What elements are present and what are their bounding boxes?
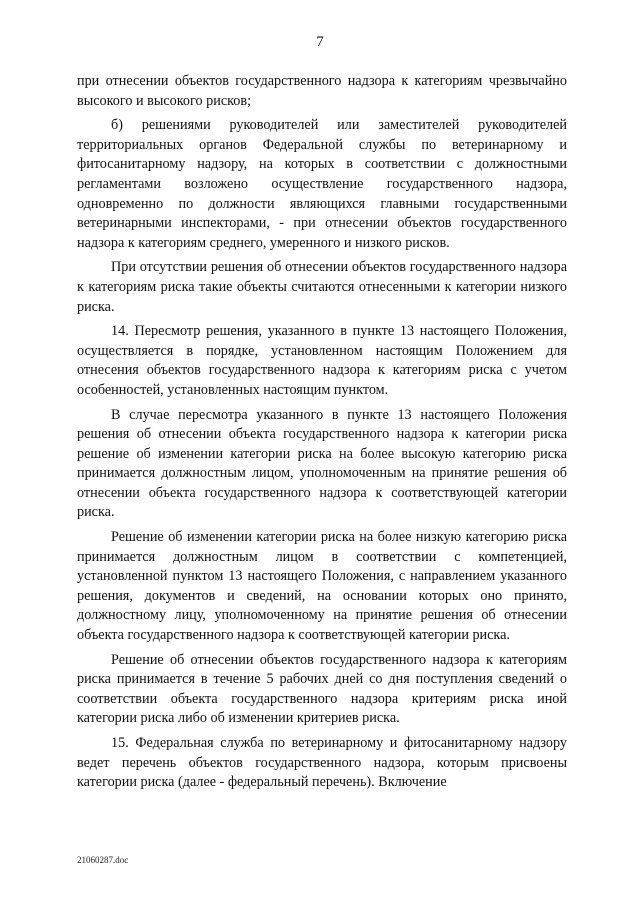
paragraph-4: 14. Пересмотр решения, указанного в пункте 13 настоящего Положения, осуществляется в порядке, установленном настоящим Положением для отнесения объектов государственного надзора к категориям риска с учетом особенностей, установленных настоящим пунктом. <box>77 323 567 398</box>
document-body <box>77 72 567 798</box>
paragraph-8: 15. Федеральная служба по ветеринарному и фитосанитарному надзору ведет перечень объектов государственного надзора, которым присвоены категории риска (далее - федеральный перечень). Включение <box>77 735 567 791</box>
document-filename: 21060287.doc <box>77 855 129 865</box>
page-number: 7 <box>316 34 324 50</box>
paragraph-5: В случае пересмотра указанного в пункте 13 настоящего Положения решения об отнесении объекта государственного надзора к категории риска решение об изменении категории риска на более высокую категорию риска принимается должностным лицом, уполномоченным на принятие решения об отнесении объекта государственного надзора к соответствующей категории риска. <box>77 406 567 521</box>
paragraph-1: при отнесении объектов государственного надзора к категориям чрезвычайно высокого и высокого рисков; <box>77 73 567 109</box>
paragraph-2: б) решениями руководителей или заместителей руководителей территориальных органов Федеральной службы по ветеринарному и фитосанитарному надзору, на которых в соответствии с должностными регламентами возложено осуществление государственного надзора, одновременно по должности являющихся главными государственными ветеринарными инспекторами, - при отнесении объектов государственного надзора к категориям среднего, умеренного и низкого рисков. <box>77 117 567 251</box>
paragraph-6: Решение об изменении категории риска на более низкую категорию риска принимается должностным лицом в соответствии с компетенцией, установленной пунктом 13 настоящего Положения, с направлением указанного решения, документов и сведений, на основании которых оно принято, должностному лицу, уполномоченному на принятие решения об отнесении объекта государственного надзора к соответствующей категории риска. <box>77 529 567 644</box>
paragraph-3: При отсутствии решения об отнесении объектов государственного надзора к категориям риска такие объекты считаются отнесенными к категории низкого риска. <box>77 259 567 315</box>
paragraph-7: Решение об отнесении объектов государственного надзора к категориям риска принимается в течение 5 рабочих дней со дня поступления сведений о соответствии объекта государственного надзора критериям риска иной категории риска либо об изменении критериев риска. <box>77 651 567 727</box>
